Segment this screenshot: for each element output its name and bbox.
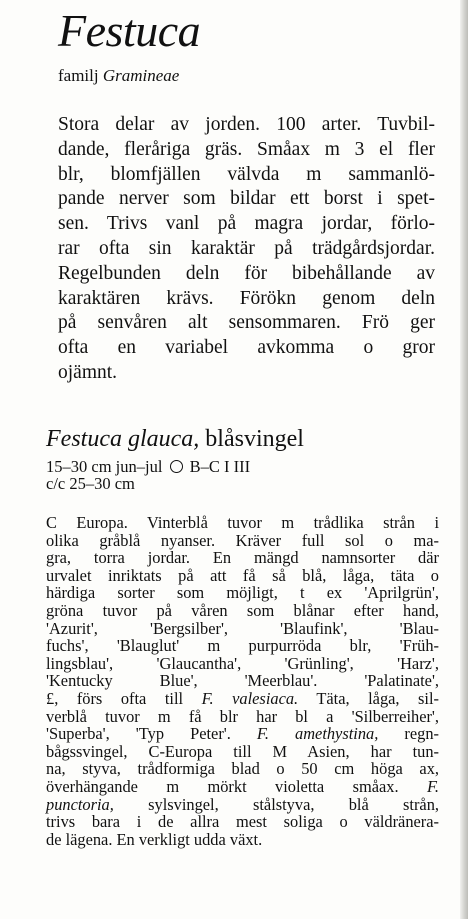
species-description-line xyxy=(46,602,439,620)
species-description-line xyxy=(46,549,439,567)
description-text: 'Superba', 'Typ Peter'. xyxy=(46,724,257,744)
species-description-line xyxy=(46,708,439,726)
species-description-line xyxy=(46,760,439,778)
species-description-line xyxy=(46,637,439,655)
genus-description-line: ofta en variabel avkomma o gror xyxy=(58,337,435,359)
description-text: C Europa. Vinterblå tuvor m trådlika strån i xyxy=(46,513,439,532)
family-line xyxy=(58,67,179,84)
species-description-line xyxy=(46,690,439,708)
genus-description-line: rar ofta sin karaktär på trädgårdsjordar. xyxy=(58,237,435,259)
description-text: olika gråblå nyanser. Kräver full sol o ma- xyxy=(46,530,439,550)
description-text: verblå tuvor m få blr har bl a 'Silberreiher', xyxy=(46,706,439,726)
zones: B–C I III xyxy=(189,457,251,476)
description-text: lingsblau', 'Glaucantha', 'Grünling', 'Harz', xyxy=(46,653,439,673)
species-description xyxy=(46,514,439,848)
species-heading xyxy=(46,427,304,451)
species-description-line xyxy=(46,725,439,743)
description-text: regn- xyxy=(378,724,439,744)
species-description-line xyxy=(46,532,439,550)
genus-description-line: Regelbunden deln för bibehållande av xyxy=(58,262,435,284)
description-text: trivs bara i de allra mest soliga o väldränera- xyxy=(46,812,439,832)
species-description-line xyxy=(46,813,439,831)
description-text: £, förs ofta till xyxy=(46,688,202,708)
description-text: urvalet inriktats på att få så blå, låga, täta o xyxy=(46,565,439,585)
description-text: sylsvingel, stålstyva, blå strån, xyxy=(113,794,439,814)
genus-description-line: sen. Trivs vanl på magra jordar, förlo- xyxy=(58,213,435,235)
description-text: de lägena. En verkligt udda växt. xyxy=(46,829,263,849)
species-name-reference: F. xyxy=(427,776,439,796)
species-description-line xyxy=(46,620,439,638)
genus-description-line: ojämnt. xyxy=(58,361,118,383)
page-edge xyxy=(460,0,468,919)
species-name-reference: F. amethystina, xyxy=(256,724,379,744)
sun-exposure-circle-icon xyxy=(170,460,183,473)
species-description-line xyxy=(46,796,439,814)
description-text: 'Azurit', 'Bergsilber', 'Blaufink', 'Blau- xyxy=(46,618,439,638)
species-facts xyxy=(46,458,250,492)
species-description-line xyxy=(46,778,439,796)
genus-description-line: pande nerver som bildar ett borst i spet- xyxy=(58,188,435,210)
genus-description-line: Stora delar av jorden. 100 arter. Tuvbil- xyxy=(58,114,435,135)
species-name-reference: punctoria, xyxy=(46,794,114,814)
description-text: gra, torra jordar. En mängd namnsorter där xyxy=(46,548,439,568)
genus-description xyxy=(58,113,435,386)
species-description-line xyxy=(46,567,439,585)
genus-description-line: blr, blomfjällen välvda m sammanlö- xyxy=(58,163,435,185)
description-text: fuchs', 'Blauglut' m purpurröda blr, 'Früh- xyxy=(46,636,439,656)
species-description-line xyxy=(46,514,439,532)
species-common-name: blåsvingel xyxy=(199,426,304,452)
genus-description-line: dande, fleråriga gräs. Småax m 3 el fler xyxy=(58,138,435,160)
species-description-line xyxy=(46,672,439,690)
description-text: överhängande m mörkt violetta småax. xyxy=(46,776,427,796)
species-description-line xyxy=(46,743,439,761)
family-prefix: familj xyxy=(58,66,99,85)
species-description-line xyxy=(46,655,439,673)
species-description-line xyxy=(46,584,439,602)
species-facts-line-1 xyxy=(46,458,250,475)
species-name: Festuca glauca, xyxy=(46,426,200,452)
description-text: gröna tuvor på våren som blånar efter hand, xyxy=(46,600,439,620)
plant-spacing: c/c 25–30 cm xyxy=(46,474,135,493)
species-name-reference: F. valesiaca. xyxy=(201,688,299,708)
description-text: na, styva, trådformiga blad o 50 cm höga ax, xyxy=(46,759,439,779)
description-text: bågssvingel, C-Europa till M Asien, har tun- xyxy=(46,741,439,761)
height-season: 15–30 cm jun–jul xyxy=(46,457,163,476)
family-name: Gramineae xyxy=(102,66,180,85)
genus-description-line: karaktären krävs. Förökn genom deln xyxy=(58,287,435,309)
description-text: härdiga sorter som möjligt, t ex 'Aprilgrün', xyxy=(46,583,439,603)
description-text: Täta, låga, sil- xyxy=(298,688,439,708)
species-description-line xyxy=(46,831,439,849)
genus-title: Festuca xyxy=(58,5,201,56)
genus-description-line: på senvåren alt sensommaren. Frö ger xyxy=(58,312,435,334)
description-text: 'Kentucky Blue', 'Meerblau'. 'Palatinate', xyxy=(46,671,439,691)
